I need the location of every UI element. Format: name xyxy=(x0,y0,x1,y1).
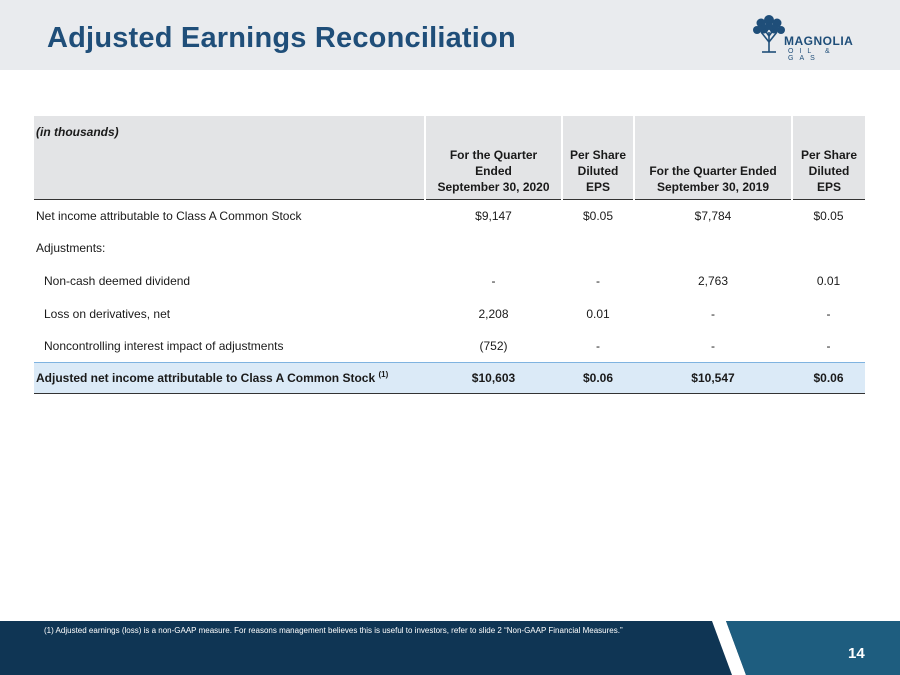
total-value: $10,547 xyxy=(634,362,792,393)
table-row xyxy=(34,200,865,233)
cell-value: (752) xyxy=(479,338,508,353)
footnote-ref: (1) xyxy=(378,369,389,379)
table-row xyxy=(34,265,865,298)
total-value: $10,603 xyxy=(425,362,562,393)
logo-wordmark: MAGNOLIA xyxy=(784,34,854,48)
column-header: Per Share Diluted EPS xyxy=(792,147,865,200)
cell-value: - xyxy=(711,306,715,321)
cell-value: $9,147 xyxy=(475,209,512,224)
row-label: Non-cash deemed dividend xyxy=(44,273,191,288)
cell-value xyxy=(425,232,562,265)
cell-value: - xyxy=(826,306,831,321)
logo-subtitle: OIL & GAS xyxy=(788,48,836,62)
page-number: 14 xyxy=(848,645,865,662)
table-row xyxy=(34,330,865,363)
row-label: Adjustments: xyxy=(36,241,106,256)
units-label: (in thousands) xyxy=(34,116,425,147)
cell-value: $7,784 xyxy=(694,209,732,224)
cell-value: - xyxy=(596,273,600,288)
cell-value: - xyxy=(596,338,600,353)
column-header: Per Share Diluted EPS xyxy=(562,147,634,200)
column-header: For the Quarter Ended September 30, 2020 xyxy=(425,147,562,200)
row-label: Noncontrolling interest impact of adjustments xyxy=(44,338,284,353)
total-row xyxy=(34,362,865,393)
total-label: Adjusted net income attributable to Class A Common Stock $^{(1)}$ xyxy=(34,362,425,393)
row-label: Net income attributable to Class A Common Stock xyxy=(36,209,302,224)
cell-value: 0.01 xyxy=(586,306,610,321)
cell-value: 2,208 xyxy=(478,306,509,321)
footer-accent xyxy=(722,621,900,675)
page-title: Adjusted Earnings Reconciliation xyxy=(47,22,516,54)
cell-value xyxy=(792,232,865,265)
row-label: Loss on derivatives, net xyxy=(44,306,171,321)
cell-value: - xyxy=(711,338,715,353)
cell-value: - xyxy=(491,273,496,288)
footnote: (1) Adjusted earnings (loss) is a non-GAAP measure. For reasons management believes this is useful to investors, refer to slide 2 “Non-GAAP Financial Measures.” xyxy=(44,626,623,635)
cell-value: 0.01 xyxy=(816,273,841,288)
company-logo xyxy=(752,12,870,62)
cell-value xyxy=(634,232,792,265)
tree-icon xyxy=(752,12,786,56)
column-header: For the Quarter Ended September 30, 2019 xyxy=(634,147,792,200)
total-value: $0.06 xyxy=(792,362,865,393)
total-value: $0.06 xyxy=(562,362,634,393)
cell-value: 2,763 xyxy=(697,273,729,288)
cell-value: - xyxy=(826,338,831,353)
cell-value xyxy=(562,232,634,265)
cell-value: $0.05 xyxy=(582,209,614,224)
table-row xyxy=(34,297,865,330)
table-header-row xyxy=(34,147,865,200)
reconciliation-table xyxy=(34,116,865,394)
cell-value: $0.05 xyxy=(813,209,844,224)
table-row xyxy=(34,232,865,265)
table-units-row xyxy=(34,116,865,147)
